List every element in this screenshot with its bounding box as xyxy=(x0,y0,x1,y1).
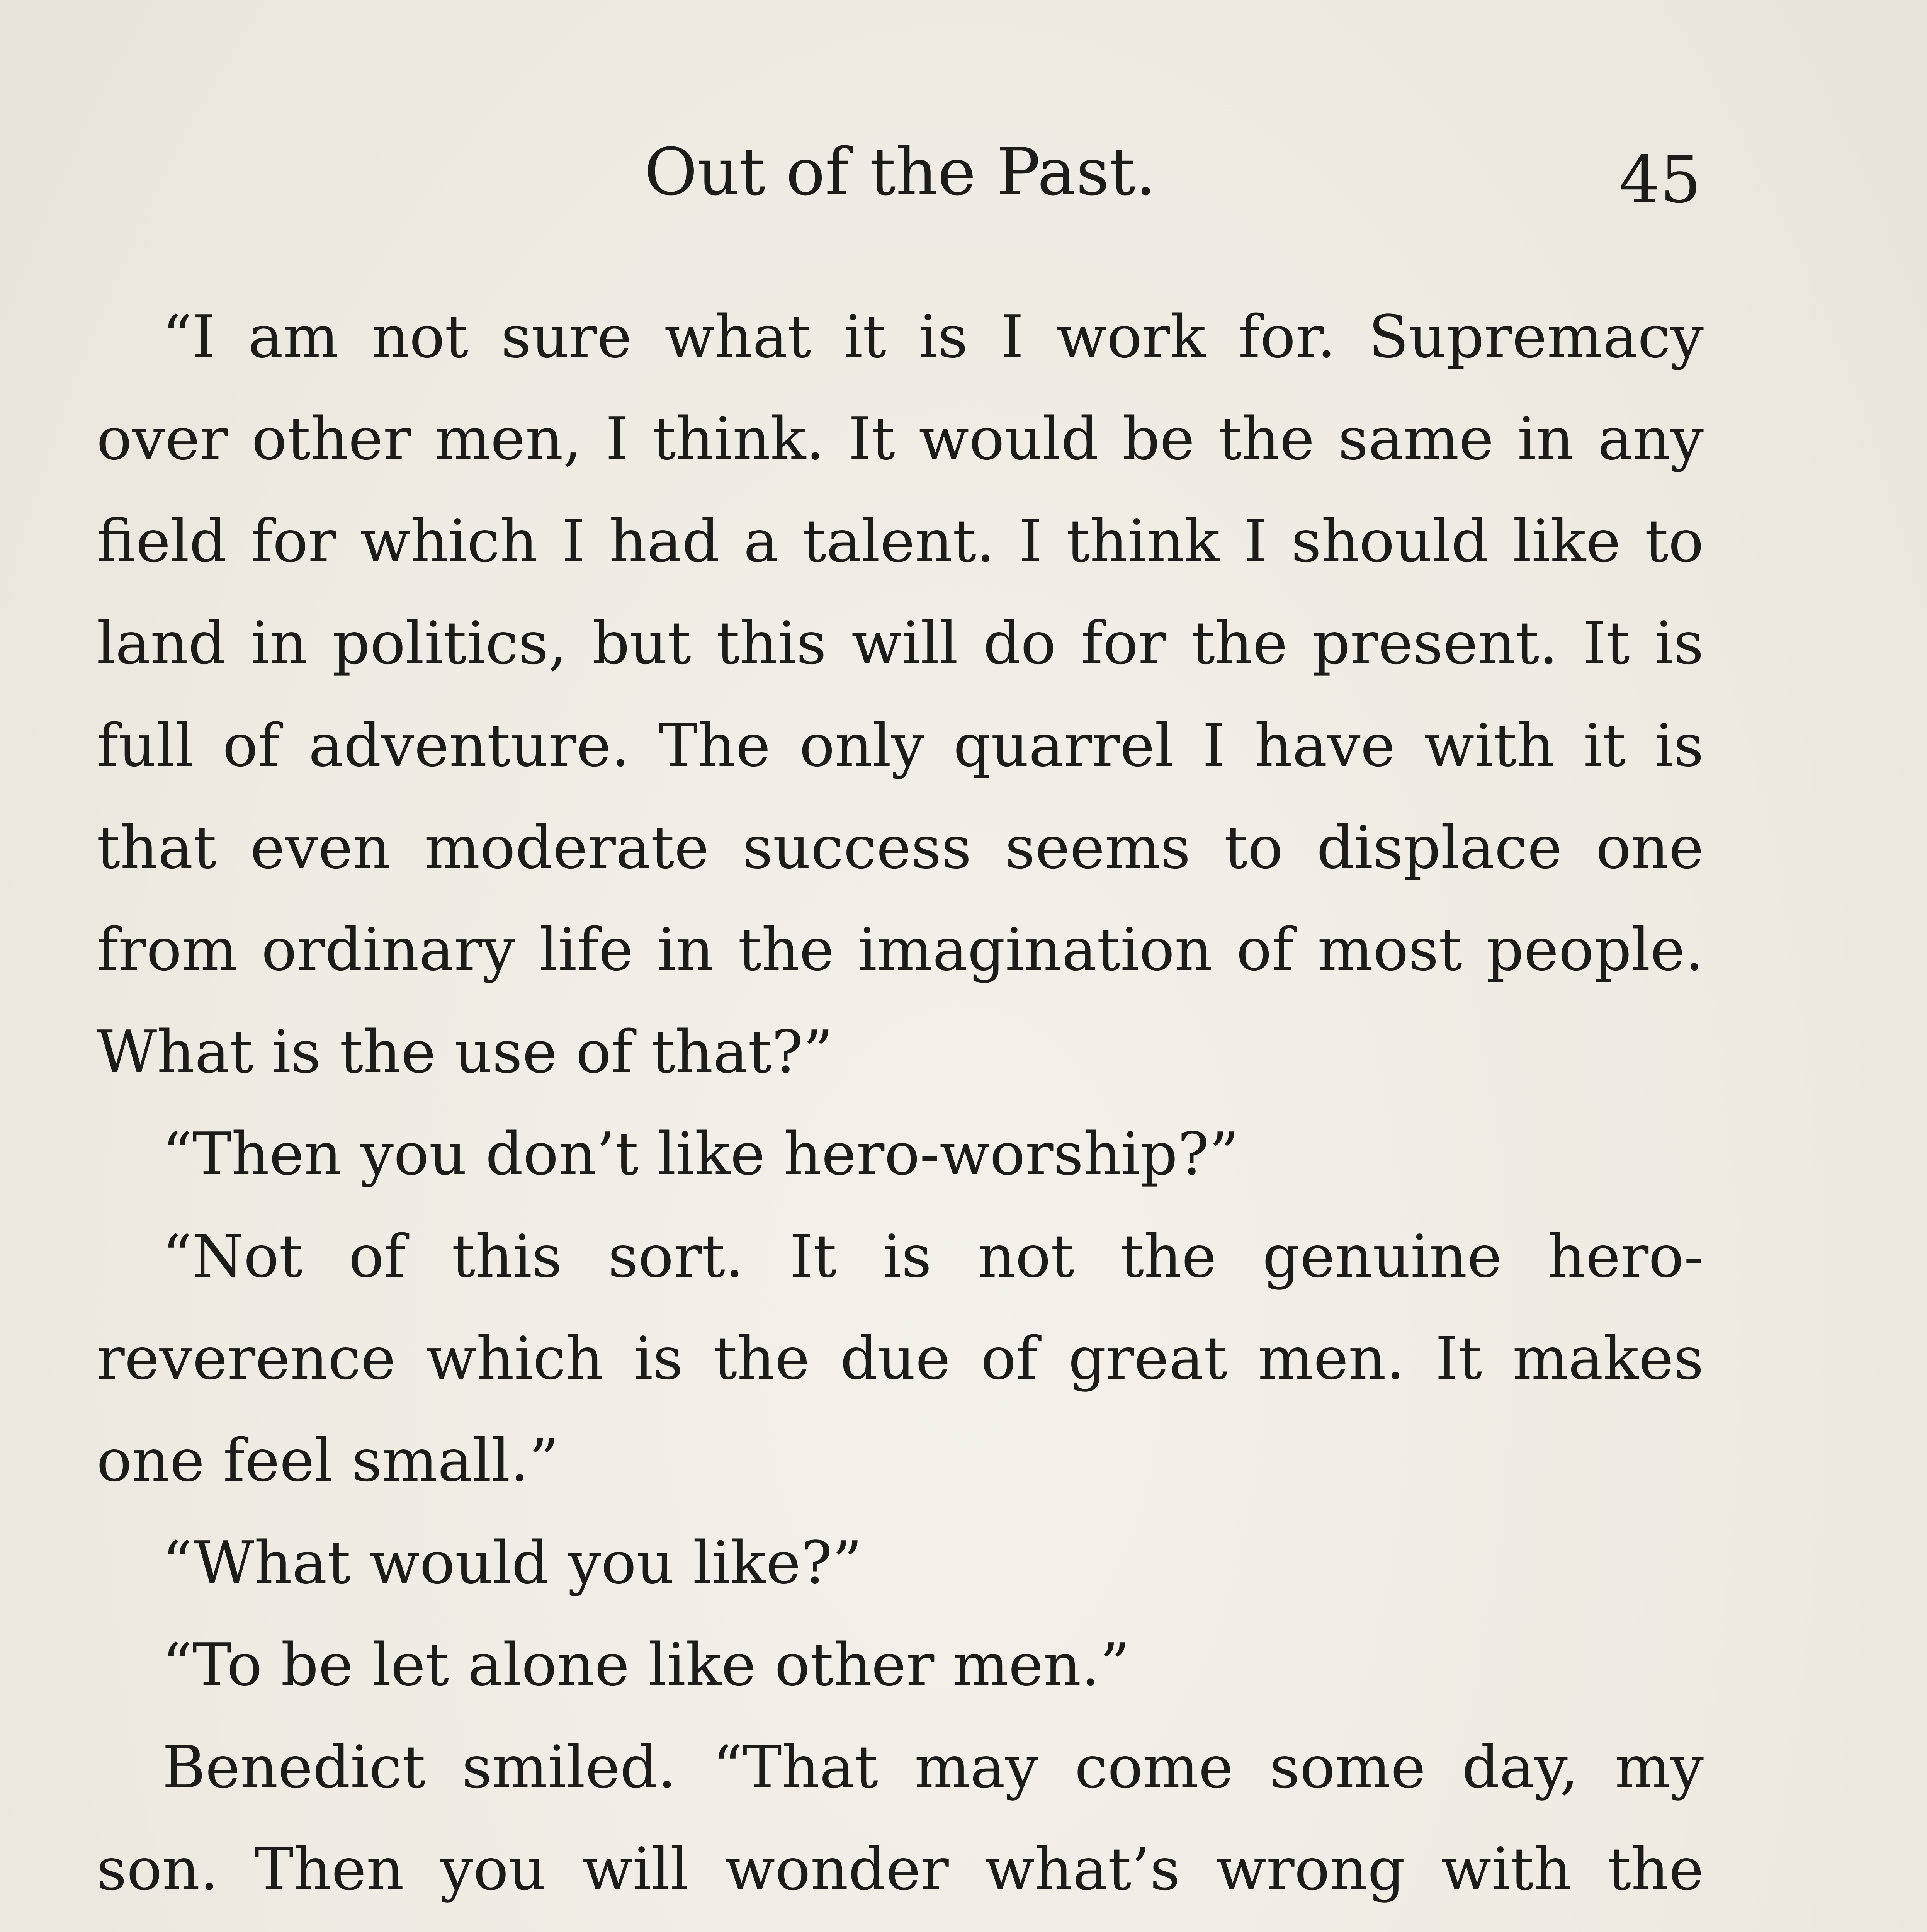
paragraph: “What would you like?” xyxy=(162,1528,862,1597)
page-header xyxy=(0,133,1927,218)
paragraph: “Not of this sort. It is not the genuine hero-reverence which is the due of great men. It makes one feel small.” xyxy=(97,1222,1704,1495)
paragraph: “To be let alone like other men.” xyxy=(162,1631,1130,1699)
paragraph: “I am not sure what it is I work for. Supremacy over other men, I think. It would be the same in any field for which I had a talent. I think I should like to land in politics, but this will do for the present. It is full of adventure. The only quarrel I have with it is that even moderate success seems to displace one from ordinary life in the imagination of most people. What is the use of that?” xyxy=(97,303,1704,1086)
paragraph: “Then you don’t like hero-worship?” xyxy=(162,1120,1239,1189)
paragraph: Benedict smiled. “That may come some day, my son. Then you will wonder what’s wrong with the xyxy=(97,1733,1704,1904)
body-text xyxy=(97,286,1704,1932)
page-number: 45 xyxy=(1619,142,1701,218)
running-title: Out of the Past. xyxy=(644,134,1156,210)
